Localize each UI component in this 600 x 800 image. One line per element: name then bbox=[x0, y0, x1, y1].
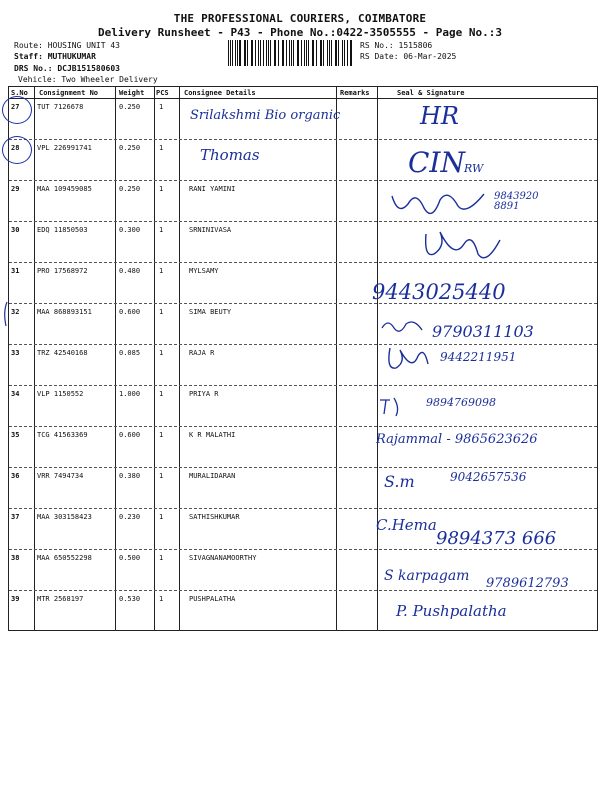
table-cell-sno: 30 bbox=[11, 226, 20, 234]
signature-scribble bbox=[378, 316, 428, 338]
table-cell-consignment: VRR 7494734 bbox=[37, 472, 84, 480]
table-cell-sno: 32 bbox=[11, 308, 20, 316]
header-consignment: Consignment No bbox=[39, 89, 99, 97]
table-cell-consignment: TRZ 42540168 bbox=[37, 349, 88, 357]
table-cell-weight: 0.380 bbox=[119, 472, 141, 480]
handwritten-signature: S.m bbox=[384, 472, 415, 491]
table-cell-sno: 39 bbox=[11, 595, 20, 603]
signature-scribble bbox=[420, 226, 510, 270]
margin-mark bbox=[0, 300, 10, 330]
table-cell-weight: 0.600 bbox=[119, 431, 141, 439]
table-cell-weight: 1.000 bbox=[119, 390, 141, 398]
table-cell-consignment: MAA 650552298 bbox=[37, 554, 92, 562]
table-cell-pcs: 1 bbox=[159, 513, 164, 521]
handwritten-consignee: Thomas bbox=[200, 146, 260, 164]
table-cell-consignee: RAJA R bbox=[189, 349, 215, 357]
signature-scribble bbox=[376, 394, 416, 418]
table-cell-consignee: SATHISHKUMAR bbox=[189, 513, 240, 521]
table-cell-pcs: 1 bbox=[159, 185, 164, 193]
runsheet-title: Delivery Runsheet - P43 - Phone No.:0422-3505555 - Page No.:3 bbox=[98, 26, 502, 39]
table-cell-weight: 0.085 bbox=[119, 349, 141, 357]
table-cell-pcs: 1 bbox=[159, 308, 164, 316]
handwritten-name: C.Hema bbox=[376, 516, 437, 534]
header-sno: S.No bbox=[11, 89, 28, 97]
table-cell-sno: 33 bbox=[11, 349, 20, 357]
handwritten-signature: CIN bbox=[408, 146, 465, 179]
header-remarks: Remarks bbox=[340, 89, 370, 97]
table-cell-consignment: PRO 17568972 bbox=[37, 267, 88, 275]
table-cell-sno: 37 bbox=[11, 513, 20, 521]
handwritten-phone: 9443025440 bbox=[372, 280, 506, 304]
table-cell-consignee: SIVAGNANAMOORTHY bbox=[189, 554, 257, 562]
table-cell-weight: 0.600 bbox=[119, 308, 141, 316]
table-cell-sno: 27 bbox=[11, 103, 20, 111]
handwritten-phone: 9789612793 bbox=[486, 576, 569, 591]
header-seal-signature: Seal & Signature bbox=[397, 89, 465, 97]
table-cell-weight: 0.300 bbox=[119, 226, 141, 234]
header-weight: Weight bbox=[119, 89, 145, 97]
table-cell-consignment: MTR 2568197 bbox=[37, 595, 84, 603]
table-cell-weight: 0.500 bbox=[119, 554, 141, 562]
handwritten-signature: P. Pushpalatha bbox=[396, 602, 507, 620]
table-cell-pcs: 1 bbox=[159, 472, 164, 480]
header-consignee: Consignee Details bbox=[184, 89, 256, 97]
handwritten-phone: 9790311103 bbox=[432, 322, 534, 341]
handwritten-signature: S karpagam bbox=[384, 568, 470, 584]
sno-circle-mark bbox=[2, 96, 32, 124]
handwritten-signature: Rajammal - 9865623626 bbox=[376, 432, 538, 447]
table-cell-consignee: SIMA BEUTY bbox=[189, 308, 232, 316]
handwritten-consignee: Srilakshmi Bio organic bbox=[190, 108, 341, 123]
table-cell-pcs: 1 bbox=[159, 103, 164, 111]
handwritten-phone: 9843920 8891 bbox=[494, 191, 539, 212]
handwritten-phone: 9042657536 bbox=[450, 470, 527, 484]
handwritten-phone: 9894373 666 bbox=[436, 528, 557, 549]
table-cell-consignment: MAA 303158423 bbox=[37, 513, 92, 521]
table-cell-weight: 0.230 bbox=[119, 513, 141, 521]
table-cell-sno: 28 bbox=[11, 144, 20, 152]
table-cell-consignee: PRIYA R bbox=[189, 390, 219, 398]
table-cell-pcs: 1 bbox=[159, 595, 164, 603]
table-cell-weight: 0.250 bbox=[119, 185, 141, 193]
table-cell-pcs: 1 bbox=[159, 390, 164, 398]
sno-circle-mark bbox=[2, 136, 32, 164]
table-cell-consignment: TCG 41563369 bbox=[37, 431, 88, 439]
signature-scribble bbox=[388, 186, 498, 226]
table-cell-pcs: 1 bbox=[159, 144, 164, 152]
table-cell-weight: 0.480 bbox=[119, 267, 141, 275]
handwritten-phone: 9442211951 bbox=[440, 350, 517, 364]
table-cell-consignment: VPL 226991741 bbox=[37, 144, 92, 152]
handwritten-phone: 9894769098 bbox=[426, 396, 496, 409]
table-cell-weight: 0.250 bbox=[119, 144, 141, 152]
table-cell-consignee: K R MALATHI bbox=[189, 431, 236, 439]
table-cell-consignee: PUSHPALATHA bbox=[189, 595, 236, 603]
signature-scribble bbox=[384, 342, 434, 376]
table-cell-sno: 34 bbox=[11, 390, 20, 398]
table-cell-pcs: 1 bbox=[159, 349, 164, 357]
table-cell-weight: 0.250 bbox=[119, 103, 141, 111]
table-cell-pcs: 1 bbox=[159, 226, 164, 234]
table-cell-sno: 36 bbox=[11, 472, 20, 480]
table-cell-sno: 38 bbox=[11, 554, 20, 562]
drs-number: DRS No.: DCJB151580603 bbox=[14, 64, 120, 73]
rs-number: RS No.: 1515806 bbox=[360, 41, 433, 50]
table-cell-consignment: EDQ 11850503 bbox=[37, 226, 88, 234]
handwritten-initials: RW bbox=[464, 162, 484, 175]
table-cell-pcs: 1 bbox=[159, 431, 164, 439]
table-cell-consignee: MURALIDARAN bbox=[189, 472, 236, 480]
table-cell-consignee: SRNINIVASA bbox=[189, 226, 232, 234]
staff-label: Staff: MUTHUKUMAR bbox=[14, 52, 96, 61]
vehicle-label: Vehicle: Two Wheeler Delivery bbox=[18, 75, 158, 84]
table-cell-consignment: MAA 109459085 bbox=[37, 185, 92, 193]
table-cell-sno: 29 bbox=[11, 185, 20, 193]
table-cell-consignee: MYLSAMY bbox=[189, 267, 219, 275]
table-cell-pcs: 1 bbox=[159, 554, 164, 562]
route-label: Route: HOUSING UNIT 43 bbox=[14, 41, 120, 50]
header-pcs: PCS bbox=[156, 89, 169, 97]
table-cell-consignment: VLP 1150552 bbox=[37, 390, 84, 398]
company-title: THE PROFESSIONAL COURIERS, COIMBATORE bbox=[173, 12, 427, 25]
handwritten-signature: HR bbox=[420, 102, 459, 130]
table-cell-sno: 31 bbox=[11, 267, 20, 275]
table-cell-weight: 0.530 bbox=[119, 595, 141, 603]
table-cell-pcs: 1 bbox=[159, 267, 164, 275]
rs-date: RS Date: 06-Mar-2025 bbox=[360, 52, 457, 61]
table-cell-sno: 35 bbox=[11, 431, 20, 439]
table-cell-consignment: MAA 868893151 bbox=[37, 308, 92, 316]
barcode bbox=[228, 40, 354, 66]
table-cell-consignment: TUT 7126678 bbox=[37, 103, 84, 111]
table-cell-consignee: RANI YAMINI bbox=[189, 185, 236, 193]
